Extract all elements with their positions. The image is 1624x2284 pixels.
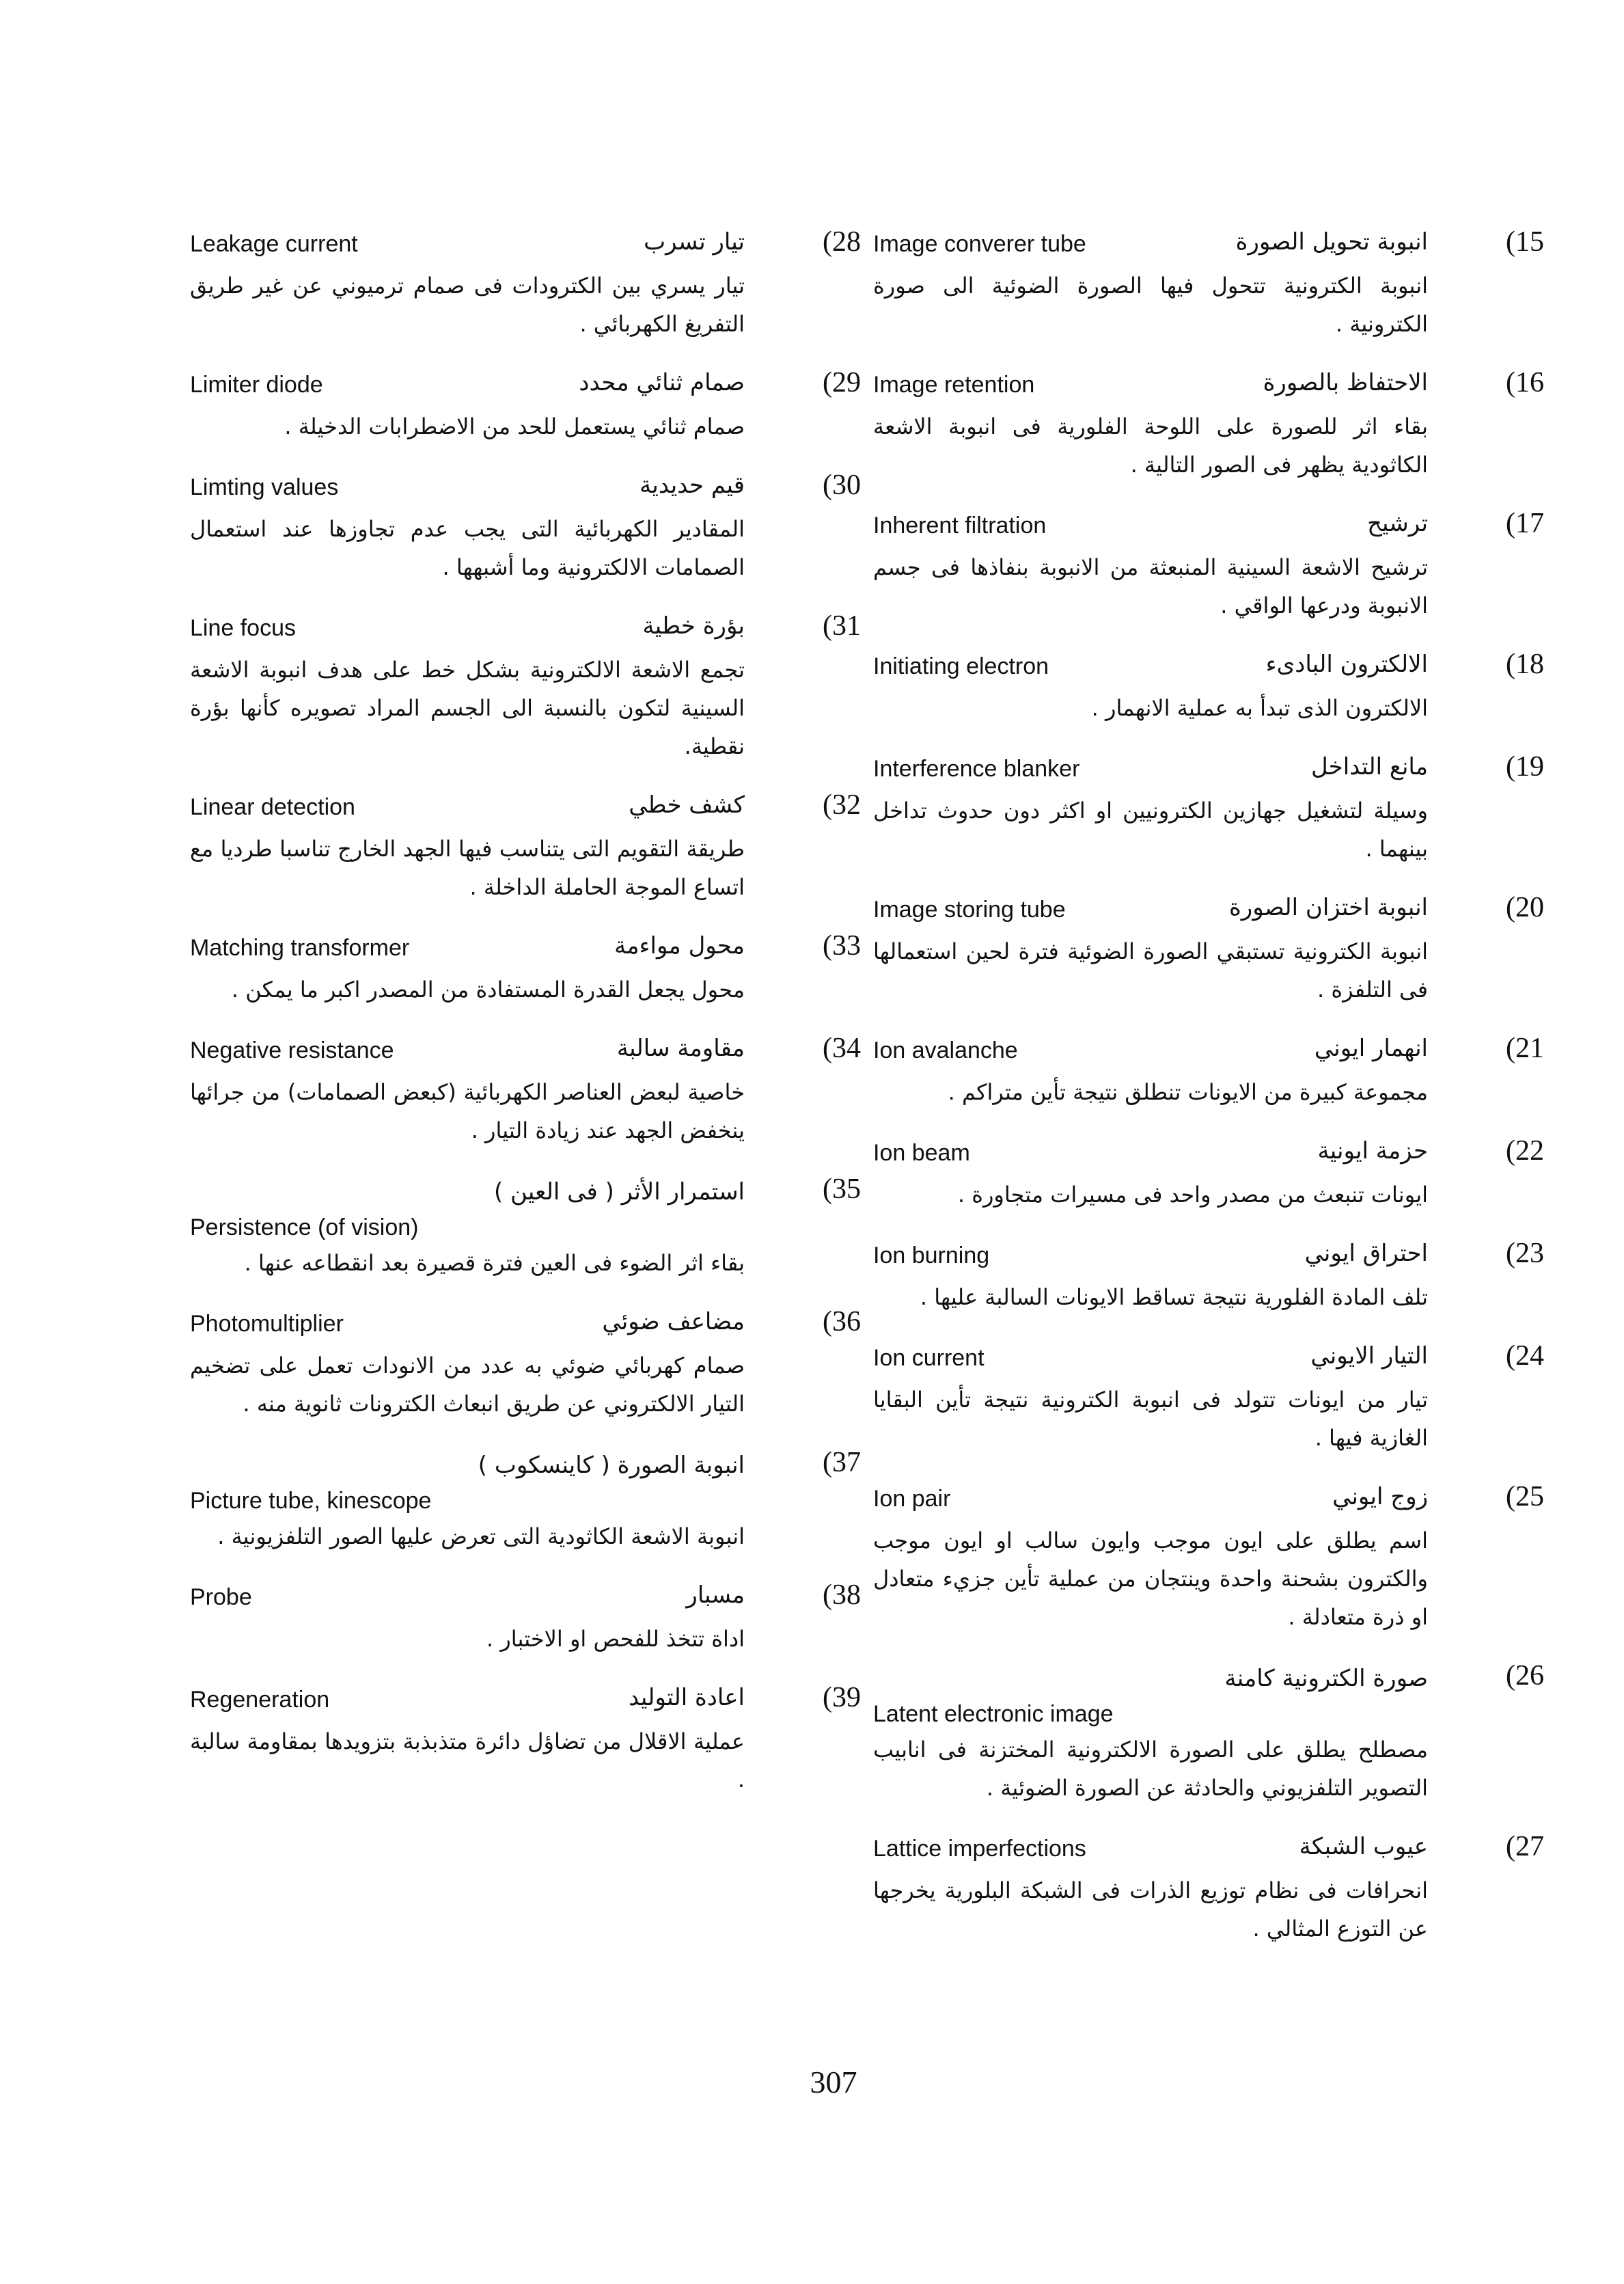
- glossary-entry: [868, 366, 1558, 484]
- entry-header: [184, 1446, 875, 1484]
- arabic-term: الاحتفاظ بالصورة: [1263, 369, 1428, 396]
- english-term: Photomultiplier: [190, 1311, 344, 1337]
- page-number: 307: [810, 2065, 857, 2099]
- english-term: Ion current: [873, 1345, 985, 1371]
- english-term: Line focus: [190, 615, 296, 641]
- entry-header: [184, 789, 875, 830]
- entry-number: (38: [823, 1579, 861, 1611]
- entry-number: (24: [1506, 1340, 1544, 1372]
- arabic-term: انبوبة اختزان الصورة: [1228, 894, 1428, 921]
- glossary-entry: [184, 1305, 875, 1423]
- entry-header: [868, 366, 1558, 407]
- arabic-term: زوج ايوني: [1332, 1483, 1428, 1510]
- arabic-definition: انبوبة الاشعة الكاثودية التى تعرض عليها الصور التلفزيونية .: [217, 1523, 745, 1549]
- entry-header: [184, 1032, 875, 1073]
- english-term: Limiter diode: [190, 372, 323, 398]
- arabic-definition: انبوبة الكترونية تستبقي الصورة الضوئية فترة لحين استعمالها فى التلفزة .: [873, 938, 1428, 1003]
- entry-number: (19: [1506, 751, 1544, 783]
- english-term: Leakage current: [190, 231, 358, 257]
- arabic-definition: ترشيح الاشعة السينية المنبعثة من الانبوبة بنفاذها فى جسم الانبوبة ودرعها الواقي .: [873, 554, 1428, 618]
- arabic-definition: مجموعة كبيرة من الايونات تنطلق نتيجة تأين متراكم .: [948, 1079, 1428, 1105]
- entry-header: [184, 1173, 875, 1211]
- entry-header: [184, 1681, 875, 1722]
- english-term: Ion pair: [873, 1486, 951, 1512]
- entry-number: (15: [1506, 226, 1544, 258]
- entry-header: [184, 366, 875, 407]
- arabic-definition: محول يجعل القدرة المستفادة من المصدر اكبر ما يمكن .: [231, 977, 745, 1003]
- entry-header: [868, 1340, 1558, 1381]
- entry-header: [868, 750, 1558, 791]
- arabic-term: محول مواءمة: [614, 932, 745, 960]
- english-term: Probe: [190, 1584, 252, 1610]
- arabic-definition: اداة تتخذ للفحص او الاختبار .: [486, 1626, 745, 1652]
- arabic-term: احتراق ايوني: [1304, 1240, 1428, 1267]
- entry-number: (17: [1506, 508, 1544, 539]
- entry-header: [184, 226, 875, 267]
- entry-number: (29: [823, 367, 861, 398]
- arabic-definition: وسيلة لتشغيل جهازين الكترونيين او اكثر دون حدوث تداخل بينهما .: [873, 798, 1428, 862]
- entry-number: (26: [1506, 1660, 1544, 1691]
- glossary-entry: [184, 610, 875, 765]
- english-term: Image converer tube: [873, 231, 1086, 257]
- arabic-definition: تلف المادة الفلورية نتيجة تساقط الايونات السالبة عليها .: [920, 1284, 1428, 1310]
- arabic-term: قيم حديدية: [639, 472, 745, 499]
- arabic-definition: صمام ثنائي يستعمل للحد من الاضطرابات الدخيلة .: [284, 413, 745, 439]
- arabic-definition: تيار يسري بين الكترودات فى صمام ترميوني عن غير طريق التفريغ الكهربائي .: [190, 273, 745, 337]
- entry-number: (28: [823, 226, 861, 258]
- entry-number: (37: [823, 1447, 861, 1478]
- arabic-term: مضاعف ضوئي: [602, 1308, 745, 1335]
- entry-number: (33: [823, 930, 861, 962]
- arabic-definition: خاصية لبعض العناصر الكهربائية (كبعض الصمامات) من جرائها ينخفض الجهد عند زيادة التيار .: [190, 1079, 745, 1143]
- glossary-entry: [868, 1032, 1558, 1111]
- arabic-term: تيار تسرب: [644, 228, 745, 256]
- entry-header: [868, 507, 1558, 548]
- arabic-term: كشف خطي: [629, 791, 745, 819]
- entry-number: (16: [1506, 367, 1544, 398]
- english-term: Ion burning: [873, 1242, 990, 1268]
- entry-number: (21: [1506, 1033, 1544, 1064]
- arabic-term: انبوبة تحويل الصورة: [1235, 228, 1428, 256]
- glossary-entry: [868, 1340, 1558, 1457]
- entry-number: (30: [823, 470, 861, 501]
- entry-header: [868, 1237, 1558, 1278]
- entry-header: [868, 226, 1558, 267]
- arabic-definition: المقادير الكهربائية التى يجب عدم تجاوزها عند استعمال الصمامات الالكترونية وما أشبهها .: [190, 516, 745, 580]
- entry-header: [868, 1480, 1558, 1521]
- glossary-entry: [868, 226, 1558, 343]
- english-term: Persistence (of vision): [190, 1214, 419, 1240]
- entry-header: [184, 610, 875, 651]
- glossary-entry: [184, 469, 875, 586]
- arabic-definition: الالكترون الذى تبدأ به عملية الانهمار .: [1091, 695, 1428, 721]
- arabic-term: استمرار الأثر ( فى العين ): [493, 1178, 745, 1206]
- arabic-definition: تجمع الاشعة الالكترونية بشكل خط على هدف انبوبة الاشعة السينية لتكون بالنسبة الى الجسم المراد تصويره كأنها بؤرة نقطية.: [190, 657, 745, 759]
- glossary-entry: [868, 507, 1558, 625]
- english-term: Limting values: [190, 474, 339, 500]
- english-term: Latent electronic image: [873, 1701, 1114, 1727]
- glossary-entry: [868, 1659, 1558, 1807]
- entry-number: (22: [1506, 1135, 1544, 1167]
- arabic-term: ترشيح: [1367, 510, 1428, 537]
- entry-header: [868, 1830, 1558, 1871]
- glossary-entry: [868, 648, 1558, 727]
- arabic-definition: اسم يطلق على ايون موجب وايون سالب او ايون موجب والكترون بشحنة واحدة وينتجان من عملية تأين جزيء متعادل او ذرة متعادلة .: [873, 1527, 1428, 1630]
- entry-number: (39: [823, 1682, 861, 1713]
- glossary-entry: [184, 1173, 875, 1282]
- english-term: Linear detection: [190, 794, 355, 820]
- entry-number: (34: [823, 1033, 861, 1064]
- left-column: [184, 226, 875, 1822]
- arabic-term: مانع التداخل: [1310, 753, 1428, 780]
- glossary-entry: [184, 1579, 875, 1658]
- english-term: Regeneration: [190, 1687, 330, 1713]
- glossary-entry: [868, 1480, 1558, 1636]
- english-term: Lattice imperfections: [873, 1836, 1086, 1862]
- entry-header: [868, 648, 1558, 689]
- arabic-definition: ايونات تنبعث من مصدر واحد فى مسيرات متجاورة .: [957, 1182, 1428, 1208]
- glossary-entry: [184, 366, 875, 446]
- arabic-definition: صمام كهربائي ضوئي به عدد من الانودات تعمل على تضخيم التيار الالكتروني عن طريق انبعاث الكترونات ثانوية منه .: [190, 1352, 745, 1417]
- english-term: Ion beam: [873, 1140, 970, 1166]
- english-term: Inherent filtration: [873, 513, 1047, 539]
- arabic-definition: انبوبة الكترونية تتحول فيها الصورة الضوئية الى صورة الكترونية .: [873, 273, 1428, 337]
- arabic-term: صورة الكترونية كامنة: [1224, 1665, 1428, 1692]
- arabic-definition: تيار من ايونات تتولد فى انبوبة الكترونية نتيجة تأين البقايا الغازية فيها .: [873, 1387, 1428, 1451]
- arabic-term: الالكترون البادىء: [1265, 651, 1428, 678]
- english-term: Image storing tube: [873, 897, 1066, 923]
- glossary-entry: [184, 1446, 875, 1555]
- english-term: Initiating electron: [873, 653, 1049, 679]
- glossary-entry: [868, 1134, 1558, 1214]
- glossary-entry: [868, 891, 1558, 1009]
- arabic-definition: طريقة التقويم التى يتناسب فيها الجهد الخارج تناسبا طرديا مع اتساع الموجة الحاملة الداخلة .: [190, 836, 745, 900]
- glossary-entry: [184, 1681, 875, 1799]
- entry-header: [868, 1659, 1558, 1698]
- glossary-entry: [184, 789, 875, 906]
- entry-number: (31: [823, 610, 861, 642]
- arabic-definition: انحرافات فى نظام توزيع الذرات فى الشبكة البلورية يخرجها عن التوزع المثالي .: [873, 1877, 1428, 1942]
- glossary-entry: [868, 750, 1558, 868]
- arabic-definition: مصطلح يطلق على الصورة الالكترونية المختزنة فى انابيب التصوير التلفزيوني والحادثة عن الصورة الضوئية .: [873, 1737, 1428, 1801]
- english-term: Matching transformer: [190, 935, 410, 961]
- entry-number: (35: [823, 1173, 861, 1205]
- entry-number: (27: [1506, 1831, 1544, 1862]
- glossary-entry: [868, 1237, 1558, 1316]
- arabic-term: بؤرة خطية: [642, 612, 745, 640]
- entry-header: [184, 1579, 875, 1620]
- entry-header: [868, 1032, 1558, 1073]
- glossary-entry: [184, 1032, 875, 1150]
- entry-header: [868, 891, 1558, 932]
- entry-number: (23: [1506, 1238, 1544, 1269]
- arabic-term: مسبار: [686, 1581, 745, 1609]
- glossary-entry: [184, 929, 875, 1009]
- entry-number: (36: [823, 1306, 861, 1337]
- entry-number: (32: [823, 789, 861, 821]
- english-term: Image retention: [873, 372, 1035, 398]
- arabic-term: انبوبة الصورة ( كاينسكوب ): [478, 1452, 745, 1479]
- arabic-term: التيار الايوني: [1310, 1342, 1428, 1370]
- english-term: Negative resistance: [190, 1037, 394, 1063]
- glossary-entry: [868, 1830, 1558, 1948]
- entry-header: [184, 1305, 875, 1346]
- english-term: Picture tube, kinescope: [190, 1488, 432, 1514]
- entry-header: [184, 929, 875, 970]
- entry-header: [868, 1134, 1558, 1175]
- arabic-definition: بقاء اثر الضوء فى العين فترة قصيرة بعد انقطاعه عنها .: [244, 1250, 745, 1276]
- arabic-term: اعادة التوليد: [629, 1684, 745, 1711]
- arabic-term: عيوب الشبكة: [1299, 1833, 1428, 1860]
- arabic-term: حزمة ايونية: [1317, 1137, 1428, 1165]
- entry-header: [184, 469, 875, 510]
- arabic-term: انهمار ايوني: [1314, 1035, 1428, 1062]
- arabic-definition: بقاء اثر للصورة على اللوحة الفلورية فى انبوبة الاشعة الكاثودية يظهر فى الصور التالية .: [873, 413, 1428, 478]
- entry-number: (25: [1506, 1481, 1544, 1512]
- right-column: [868, 226, 1558, 1971]
- english-term: Interference blanker: [873, 756, 1080, 782]
- glossary-entry: [184, 226, 875, 343]
- entry-number: (20: [1506, 892, 1544, 923]
- arabic-term: مقاومة سالبة: [616, 1035, 745, 1062]
- arabic-definition: عملية الاقلال من تضاؤل دائرة متذبذبة بتزويدها بمقاومة سالبة .: [190, 1728, 745, 1793]
- english-term: Ion avalanche: [873, 1037, 1018, 1063]
- arabic-term: صمام ثنائي محدد: [579, 369, 745, 396]
- entry-number: (18: [1506, 649, 1544, 680]
